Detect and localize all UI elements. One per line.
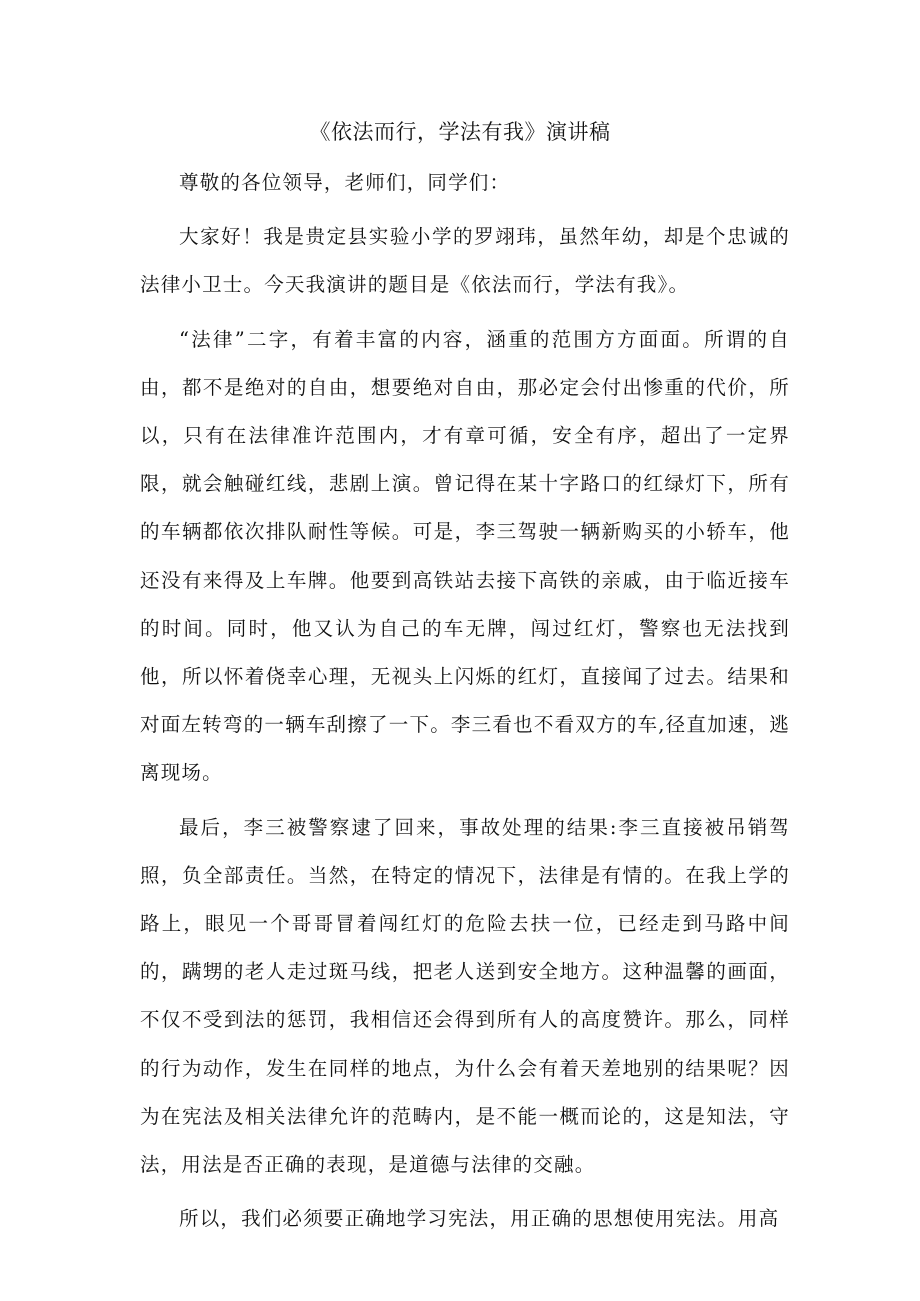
- story-result-paragraph: 最后，李三被警察逮了回来，事故处理的结果:李三直接被吊销驾照，负全部责任。当然，在特定的情况下，法律是有情的。在我上学的路上，眼见一个哥哥冒着闯红灯的危险去扶一位，已经走到马路中间的，蹒甥的老人走过斑马线，把老人送到安全地方。这种温馨的画面，不仅不受到法的惩罚，我相信还会得到所有人的高度赞许。那么，同样的行为动作，发生在同样的地点，为什么会有着天差地别的结果呢？因为在宪法及相关法律允许的范畴内，是不能一概而论的，这是知法，守法，用法是否正确的表现，是道德与法律的交融。: [140, 815, 790, 1177]
- introduction-paragraph: 大家好！我是贵定县实验小学的罗翊玮，虽然年幼，却是个忠诚的法律小卫士。今天我演讲的题目是《依法而行，学法有我》。: [140, 225, 790, 297]
- document-title: 《依法而行，学法有我》演讲稿: [309, 120, 611, 144]
- conclusion-paragraph: 所以，我们必须要正确地学习宪法，用正确的思想使用宪法。用高: [179, 1207, 780, 1231]
- document-body: [140, 159, 790, 1243]
- salutation-paragraph: 尊敬的各位领导，老师们，同学们：: [179, 171, 511, 194]
- law-meaning-paragraph: “法律”二字，有着丰富的内容，涵重的范围方方面面。所谓的自由，都不是绝对的自由，想要绝对自由，那必定会付出惨重的代价，所以，只有在法律准许范围内，才有章可循，安全有序，超出了一定界限，就会触碰红线，悲剧上演。曾记得在某十字路口的红绿灯下，所有的车辆都依次排队耐性等候。可是，李三驾驶一辆新购买的小轿车，他还没有来得及上车牌。他要到高铁站去接下高铁的亲戚，由于临近接车的时间。同时，他又认为自己的车无牌，闯过红灯，警察也无法找到他，所以怀着侥幸心理，无视头上闪烁的红灯，直接闻了过去。结果和对面左转弯的一辆车刮擦了一下。李三看也不看双方的车,径直加速，逃离现场。: [140, 327, 790, 785]
